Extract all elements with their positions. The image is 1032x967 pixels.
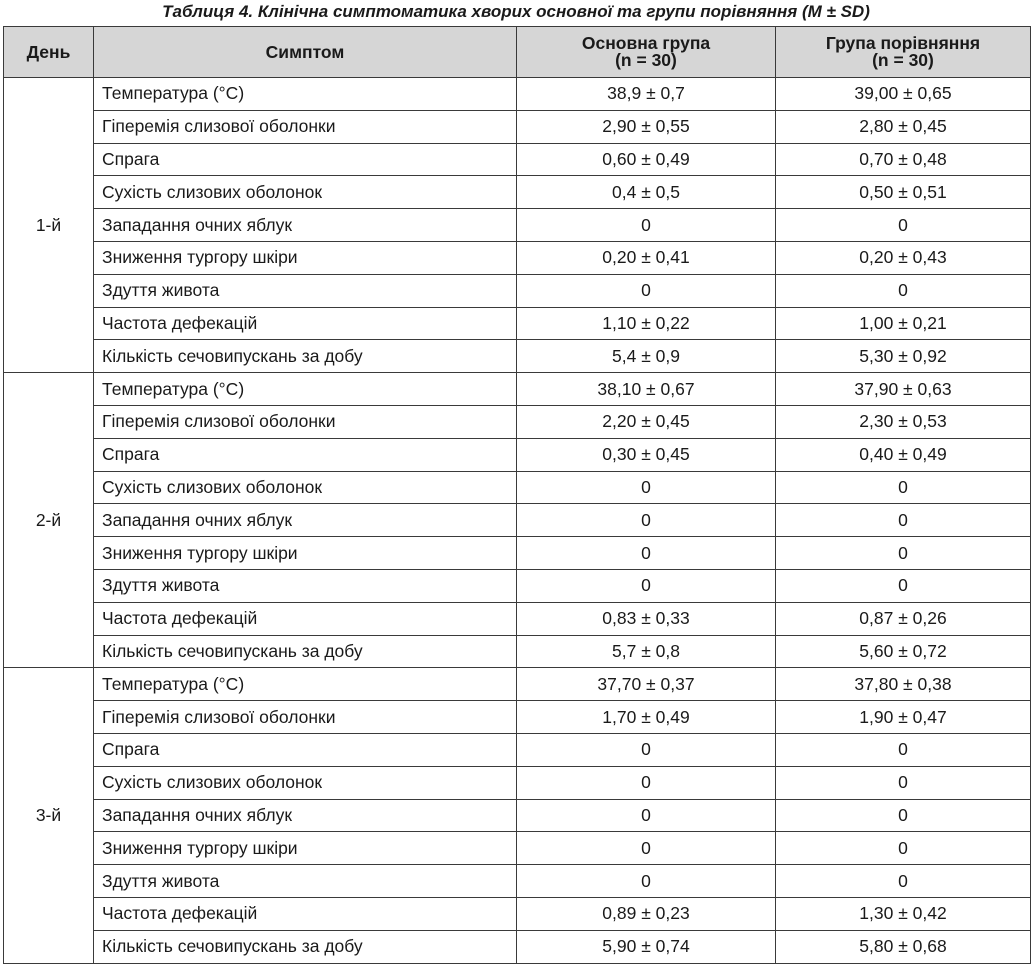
table-row [4, 438, 1031, 471]
header-comparison-group-n: (n = 30) [872, 50, 934, 70]
main-group-value: 0,30 ± 0,45 [517, 438, 776, 471]
table-caption: Таблиця 4. Клінічна симптоматика хворих основної та групи порівняння (M ± SD) [162, 2, 870, 21]
comparison-group-value: 0 [776, 832, 1031, 865]
table-row [4, 176, 1031, 209]
main-group-value: 0 [517, 832, 776, 865]
symptom-cell: Западання очних яблук [94, 799, 517, 832]
comparison-group-value: 0,50 ± 0,51 [776, 176, 1031, 209]
comparison-group-value: 2,30 ± 0,53 [776, 405, 1031, 438]
table-row [4, 307, 1031, 340]
header-day: День [4, 27, 94, 78]
table-row [4, 635, 1031, 668]
symptom-cell: Кількість сечовипускань за добу [94, 635, 517, 668]
symptom-cell: Здуття живота [94, 865, 517, 898]
symptom-cell: Частота дефекацій [94, 307, 517, 340]
symptom-cell: Температура (°С) [94, 373, 517, 406]
table-row [4, 930, 1031, 963]
header-symptom: Симптом [94, 27, 517, 78]
comparison-group-value: 0 [776, 569, 1031, 602]
day-cell: 3-й [4, 668, 94, 963]
symptom-cell: Частота дефекацій [94, 897, 517, 930]
header-comparison-group-title: Група порівняння [825, 33, 981, 53]
comparison-group-value: 1,00 ± 0,21 [776, 307, 1031, 340]
symptom-cell: Гіперемія слизової оболонки [94, 701, 517, 734]
symptom-cell: Сухість слизових оболонок [94, 176, 517, 209]
main-group-value: 0 [517, 274, 776, 307]
comparison-group-value: 0,20 ± 0,43 [776, 241, 1031, 274]
comparison-group-value: 0,87 ± 0,26 [776, 602, 1031, 635]
table-row [4, 340, 1031, 373]
symptom-cell: Спрага [94, 143, 517, 176]
symptom-cell: Частота дефекацій [94, 602, 517, 635]
main-group-value: 0,60 ± 0,49 [517, 143, 776, 176]
comparison-group-value: 0 [776, 471, 1031, 504]
symptom-cell: Сухість слизових оболонок [94, 471, 517, 504]
table-row [4, 471, 1031, 504]
main-group-value: 37,70 ± 0,37 [517, 668, 776, 701]
table-row [4, 537, 1031, 570]
symptom-cell: Западання очних яблук [94, 504, 517, 537]
symptom-table [3, 26, 1031, 964]
comparison-group-value: 37,80 ± 0,38 [776, 668, 1031, 701]
day-cell: 2-й [4, 373, 94, 668]
table-row [4, 602, 1031, 635]
comparison-group-value: 0 [776, 274, 1031, 307]
main-group-value: 0 [517, 471, 776, 504]
main-group-value: 0 [517, 209, 776, 242]
main-group-value: 2,20 ± 0,45 [517, 405, 776, 438]
table-row [4, 832, 1031, 865]
main-group-value: 0 [517, 504, 776, 537]
comparison-group-value: 39,00 ± 0,65 [776, 78, 1031, 111]
main-group-value: 0 [517, 865, 776, 898]
symptom-cell: Зниження тургору шкіри [94, 241, 517, 274]
table-row [4, 405, 1031, 438]
table-row [4, 766, 1031, 799]
main-group-value: 1,10 ± 0,22 [517, 307, 776, 340]
comparison-group-value: 0 [776, 209, 1031, 242]
day-cell: 1-й [4, 78, 94, 373]
main-group-value: 0 [517, 799, 776, 832]
table-row [4, 241, 1031, 274]
symptom-cell: Спрага [94, 438, 517, 471]
table-row [4, 733, 1031, 766]
table-row [4, 897, 1031, 930]
main-group-value: 0,89 ± 0,23 [517, 897, 776, 930]
table-row [4, 668, 1031, 701]
main-group-value: 1,70 ± 0,49 [517, 701, 776, 734]
table-row [4, 110, 1031, 143]
table-row [4, 78, 1031, 111]
main-group-value: 0 [517, 766, 776, 799]
comparison-group-value: 5,60 ± 0,72 [776, 635, 1031, 668]
main-group-value: 0 [517, 733, 776, 766]
main-group-value: 0,20 ± 0,41 [517, 241, 776, 274]
comparison-group-value: 0 [776, 733, 1031, 766]
table-row [4, 504, 1031, 537]
comparison-group-value: 0 [776, 865, 1031, 898]
comparison-group-value: 1,90 ± 0,47 [776, 701, 1031, 734]
main-group-value: 0,4 ± 0,5 [517, 176, 776, 209]
comparison-group-value: 0,70 ± 0,48 [776, 143, 1031, 176]
table-body [4, 78, 1031, 964]
header-row [4, 27, 1031, 78]
symptom-cell: Температура (°С) [94, 668, 517, 701]
table-row [4, 701, 1031, 734]
header-main-group-n: (n = 30) [615, 50, 677, 70]
table-row [4, 799, 1031, 832]
header-comparison-group [776, 27, 1031, 78]
header-main-group-title: Основна група [581, 33, 711, 53]
symptom-cell: Здуття живота [94, 274, 517, 307]
main-group-value: 38,9 ± 0,7 [517, 78, 776, 111]
table-row [4, 569, 1031, 602]
table-row [4, 373, 1031, 406]
main-group-value: 5,90 ± 0,74 [517, 930, 776, 963]
header-main-group [517, 27, 776, 78]
symptom-cell: Спрага [94, 733, 517, 766]
main-group-value: 0 [517, 569, 776, 602]
symptom-cell: Кількість сечовипускань за добу [94, 930, 517, 963]
table-row [4, 274, 1031, 307]
comparison-group-value: 0 [776, 537, 1031, 570]
comparison-group-value: 2,80 ± 0,45 [776, 110, 1031, 143]
table-row [4, 143, 1031, 176]
table-row [4, 209, 1031, 242]
symptom-cell: Западання очних яблук [94, 209, 517, 242]
symptom-cell: Зниження тургору шкіри [94, 832, 517, 865]
main-group-value: 38,10 ± 0,67 [517, 373, 776, 406]
main-group-value: 0,83 ± 0,33 [517, 602, 776, 635]
main-group-value: 5,7 ± 0,8 [517, 635, 776, 668]
main-group-value: 0 [517, 537, 776, 570]
symptom-cell: Кількість сечовипускань за добу [94, 340, 517, 373]
comparison-group-value: 37,90 ± 0,63 [776, 373, 1031, 406]
comparison-group-value: 0 [776, 766, 1031, 799]
comparison-group-value: 5,30 ± 0,92 [776, 340, 1031, 373]
comparison-group-value: 0 [776, 799, 1031, 832]
table-row [4, 865, 1031, 898]
main-group-value: 5,4 ± 0,9 [517, 340, 776, 373]
comparison-group-value: 5,80 ± 0,68 [776, 930, 1031, 963]
comparison-group-value: 0,40 ± 0,49 [776, 438, 1031, 471]
comparison-group-value: 0 [776, 504, 1031, 537]
symptom-cell: Гіперемія слизової оболонки [94, 405, 517, 438]
symptom-cell: Зниження тургору шкіри [94, 537, 517, 570]
main-group-value: 2,90 ± 0,55 [517, 110, 776, 143]
symptom-cell: Здуття живота [94, 569, 517, 602]
symptom-cell: Температура (°С) [94, 78, 517, 111]
symptom-cell: Сухість слизових оболонок [94, 766, 517, 799]
symptom-cell: Гіперемія слизової оболонки [94, 110, 517, 143]
comparison-group-value: 1,30 ± 0,42 [776, 897, 1031, 930]
